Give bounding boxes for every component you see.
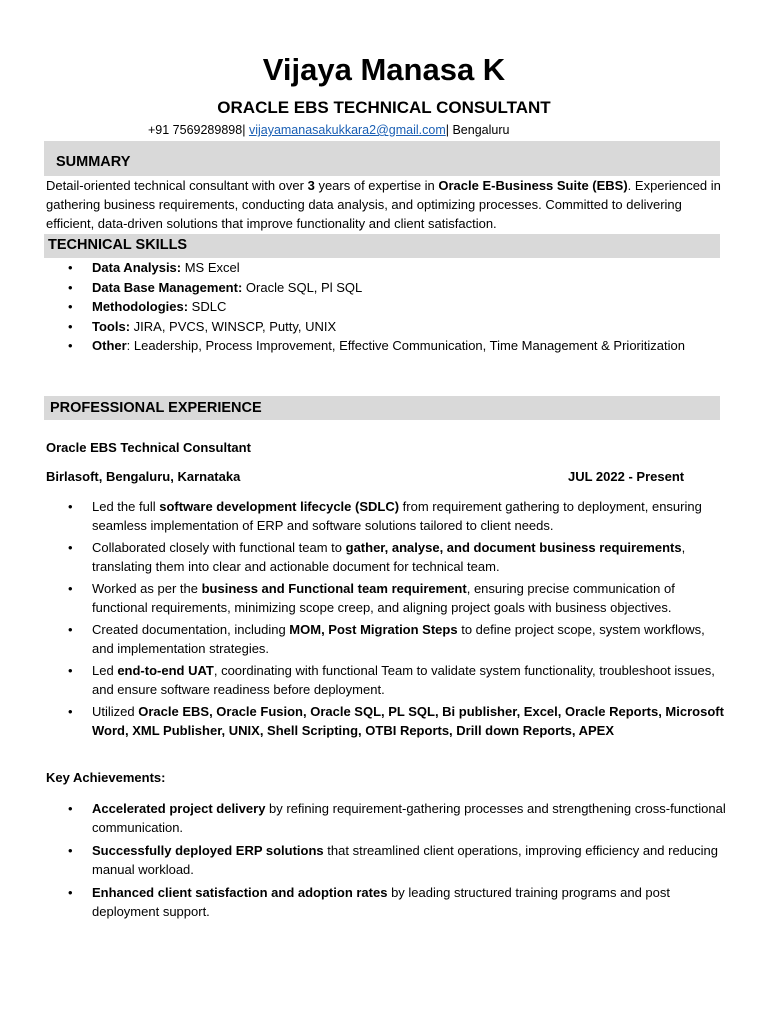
company-location: Birlasoft, Bengaluru, Karnataka	[46, 469, 241, 484]
experience-bullet: • Utilized Oracle EBS, Oracle Fusion, Oracle SQL, PL SQL, Bi publisher, Excel, Oracle Reports, Microsoft Word, XML Publisher, UNIX, Shell Scripting, OTBI Reports, Drill down Reports, APEX	[46, 702, 726, 740]
separator: |	[242, 123, 246, 137]
skills-list	[46, 258, 726, 356]
achievement-item: • Accelerated project delivery by refining requirement-gathering processes and strengthening cross-functional communication.	[46, 799, 726, 837]
skill-item: • Data Base Management: Oracle SQL, Pl SQL	[46, 278, 726, 297]
separator: |	[445, 123, 449, 137]
experience-bullets	[46, 497, 726, 743]
achievement-item: • Enhanced client satisfaction and adoption rates by leading structured training programs and post deployment support.	[46, 883, 726, 921]
skill-item: • Data Analysis: MS Excel	[46, 258, 726, 277]
experience-bullet: • Created documentation, including MOM, Post Migration Steps to define project scope, system workflows, and implementation strategies.	[46, 620, 726, 658]
summary-text: Detail-oriented technical consultant with over 3 years of expertise in Oracle E-Business Suite (EBS). Experienced in gathering business requirements, conducting data analysis, and optimizing processes. Committed to delivering efficient, data-driven solutions that improve functionality and client satisfaction.	[46, 178, 721, 231]
job-role-title: ORACLE EBS TECHNICAL CONSULTANT	[217, 98, 551, 117]
employment-dates: JUL 2022 - Present	[568, 469, 685, 484]
contact-line	[148, 122, 509, 138]
experience-bullet: • Led the full software development lifecycle (SDLC) from requirement gathering to deployment, ensuring seamless implementation of ERP and software solutions tailored to client needs.	[46, 497, 726, 535]
achievement-item: • Successfully deployed ERP solutions that streamlined client operations, improving efficiency and reducing manual workload.	[46, 841, 726, 879]
experience-bullet: • Led end-to-end UAT, coordinating with functional Team to validate system functionality, troubleshoot issues, and ensure software readiness before deployment.	[46, 661, 726, 699]
experience-bullet: • Worked as per the business and Functional team requirement, ensuring precise communication of functional requirements, minimizing scope creep, and aligning project goals with business objectives.	[46, 579, 726, 617]
technical-skills-heading: TECHNICAL SKILLS	[44, 234, 720, 258]
skill-item: • Methodologies: SDLC	[46, 297, 726, 316]
achievements-list	[46, 799, 726, 925]
key-achievements-heading: Key Achievements:	[46, 770, 166, 785]
phone-number: +91 7569289898	[148, 123, 243, 137]
professional-experience-heading: PROFESSIONAL EXPERIENCE	[44, 396, 720, 420]
skill-item: • Tools: JIRA, PVCS, WINSCP, Putty, UNIX	[46, 317, 726, 336]
location: Bengaluru	[452, 123, 510, 137]
candidate-name: Vijaya Manasa K	[262, 52, 506, 87]
job-title: Oracle EBS Technical Consultant	[46, 440, 251, 455]
summary-heading: SUMMARY	[44, 141, 720, 176]
email-link[interactable]: vijayamanasakukkara2@gmail.com	[248, 123, 446, 137]
experience-bullet: • Collaborated closely with functional team to gather, analyse, and document business requirements, translating them into clear and actionable document for technical team.	[46, 538, 726, 576]
skill-item: • Other: Leadership, Process Improvement, Effective Communication, Time Management & Prioritization	[46, 336, 726, 355]
